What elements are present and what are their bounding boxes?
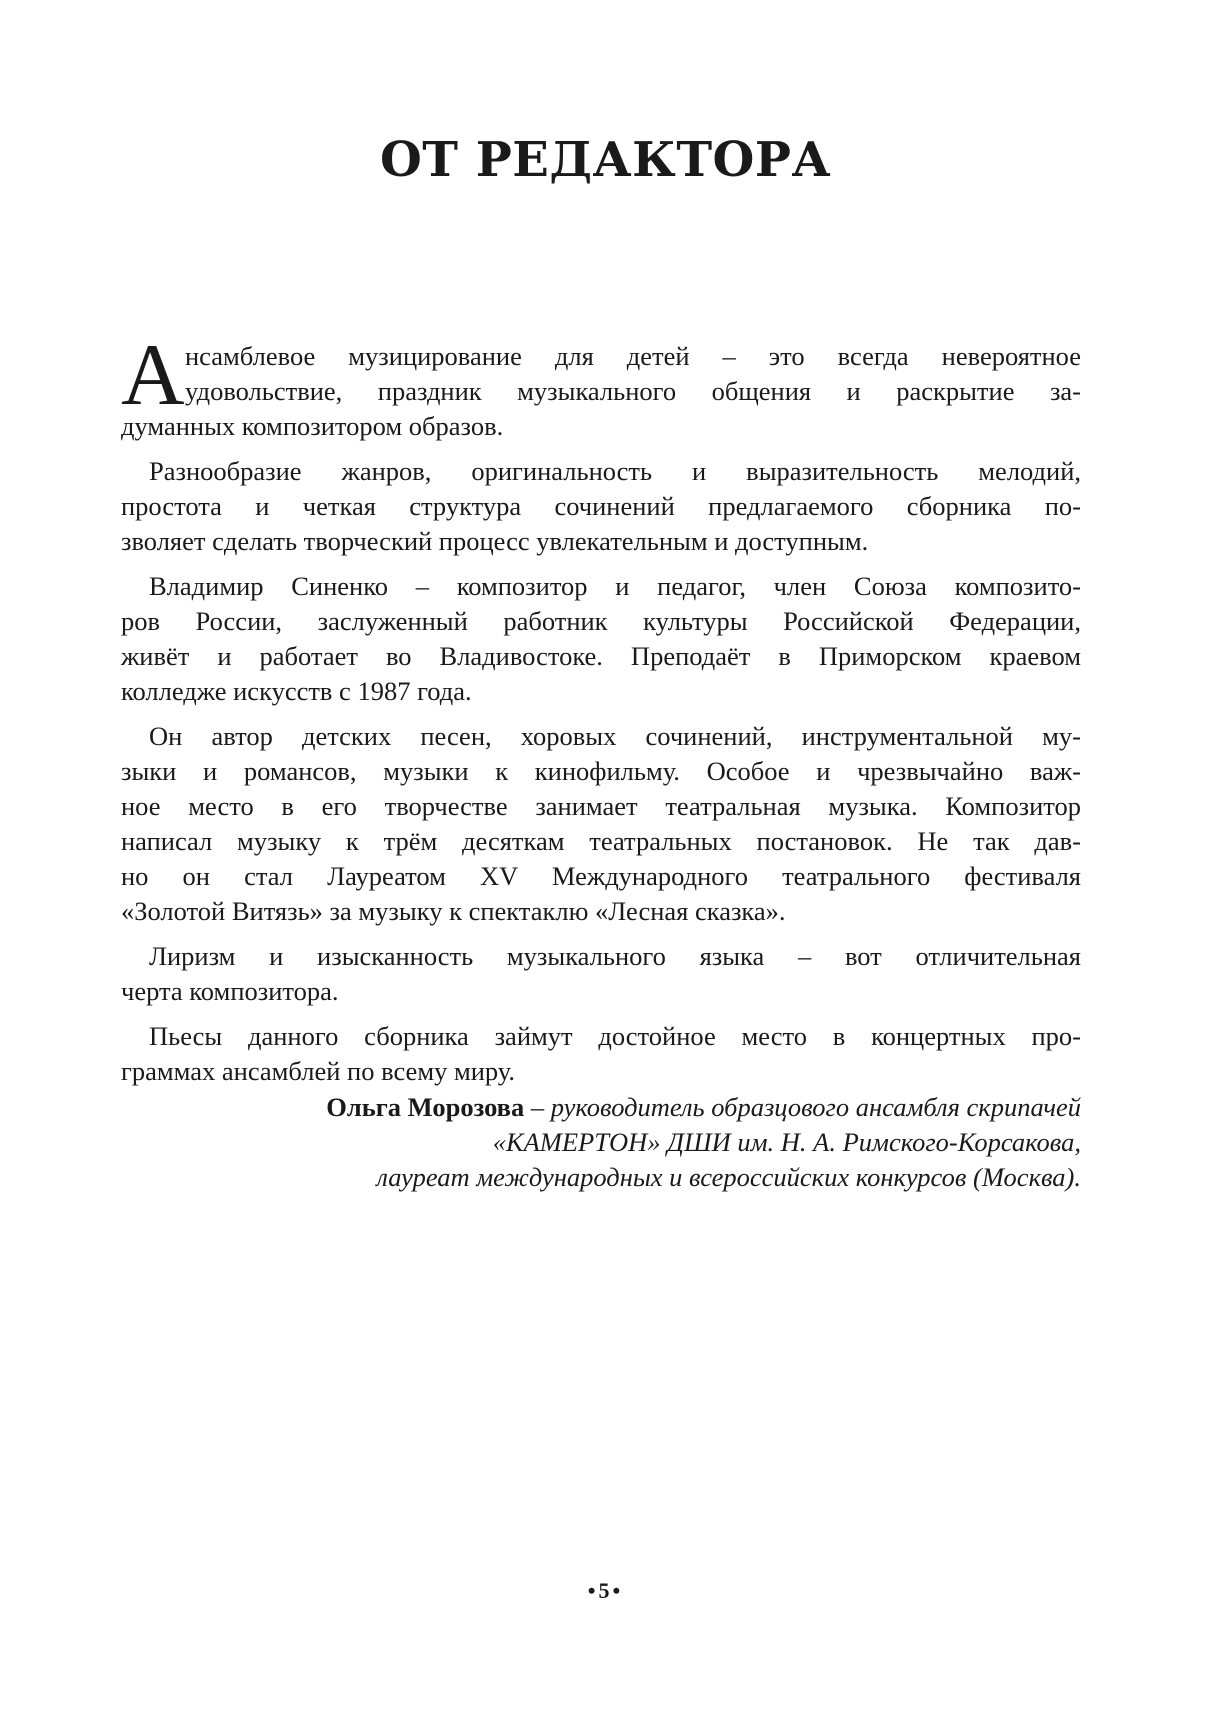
text-line: Владимир Синенко – композитор и педагог, член Союза композито- (149, 571, 1081, 601)
page-title: ОТ РЕДАКТОРА (379, 132, 832, 188)
text-line: написал музыку к трём десяткам театральных постановок. Не так дав- (121, 826, 1081, 856)
page-number: •5• (587, 1578, 624, 1603)
paragraph-5 (121, 939, 1081, 1009)
text-line: колледже искусств с 1987 года. (121, 676, 472, 706)
paragraph-1 (121, 327, 1081, 424)
paragraph-3 (121, 569, 1081, 709)
paragraph-2 (121, 454, 1081, 559)
text-line: живёт и работает во Владивостоке. Преподаёт в Приморском краевом (121, 641, 1081, 671)
text-line: Пьесы данного сборника займут достойное место в концертных про- (149, 1021, 1081, 1051)
text-line: Он автор детских песен, хоровых сочинений, инструментальной му- (149, 721, 1081, 751)
text-line: удовольствие, праздник музыкального общения и раскрытие за- (185, 376, 1081, 406)
drop-cap: А (121, 327, 185, 424)
text-line: нсамблевое музицирование для детей – это всегда невероятное (185, 341, 1081, 371)
signature-line: лауреат международных и всероссийских конкурсов (Москва). (376, 1162, 1081, 1192)
signature-role: – руководитель образцового ансамбля скрипачей (524, 1092, 1081, 1122)
signature-line (101, 1090, 1081, 1125)
body-text (121, 327, 1081, 1089)
text-line: Лиризм и изысканность музыкального языка – вот отличительная (149, 941, 1081, 971)
text-line: зволяет сделать творческий процесс увлекательным и доступным. (121, 526, 869, 556)
text-line: думанных композитором образов. (121, 411, 504, 441)
text-line: простота и четкая структура сочинений предлагаемого сборника по- (121, 491, 1081, 521)
text-line: но он стал Лауреатом XV Международного театрального фестиваля (121, 861, 1081, 891)
text-line: «Золотой Витязь» за музыку к спектаклю «Лесная сказка». (121, 896, 786, 926)
signature-name: Ольга Морозова (326, 1092, 525, 1122)
text-line: граммах ансамблей по всему миру. (121, 1056, 516, 1086)
paragraph-4 (121, 719, 1081, 929)
text-line: зыки и романсов, музыки к кинофильму. Особое и чрезвычайно важ- (121, 756, 1081, 786)
text-line: Разнообразие жанров, оригинальность и выразительность мелодий, (149, 456, 1081, 486)
text-line: ное место в его творчестве занимает театральная музыка. Композитор (121, 791, 1081, 821)
text-line: ров России, заслуженный работник культуры Российской Федерации, (121, 606, 1081, 636)
text-line: черта композитора. (121, 976, 339, 1006)
signature-line: «КАМЕРТОН» ДШИ им. Н. А. Римского-Корсакова, (492, 1127, 1081, 1157)
signature (101, 1090, 1081, 1195)
paragraph-6 (121, 1019, 1081, 1089)
